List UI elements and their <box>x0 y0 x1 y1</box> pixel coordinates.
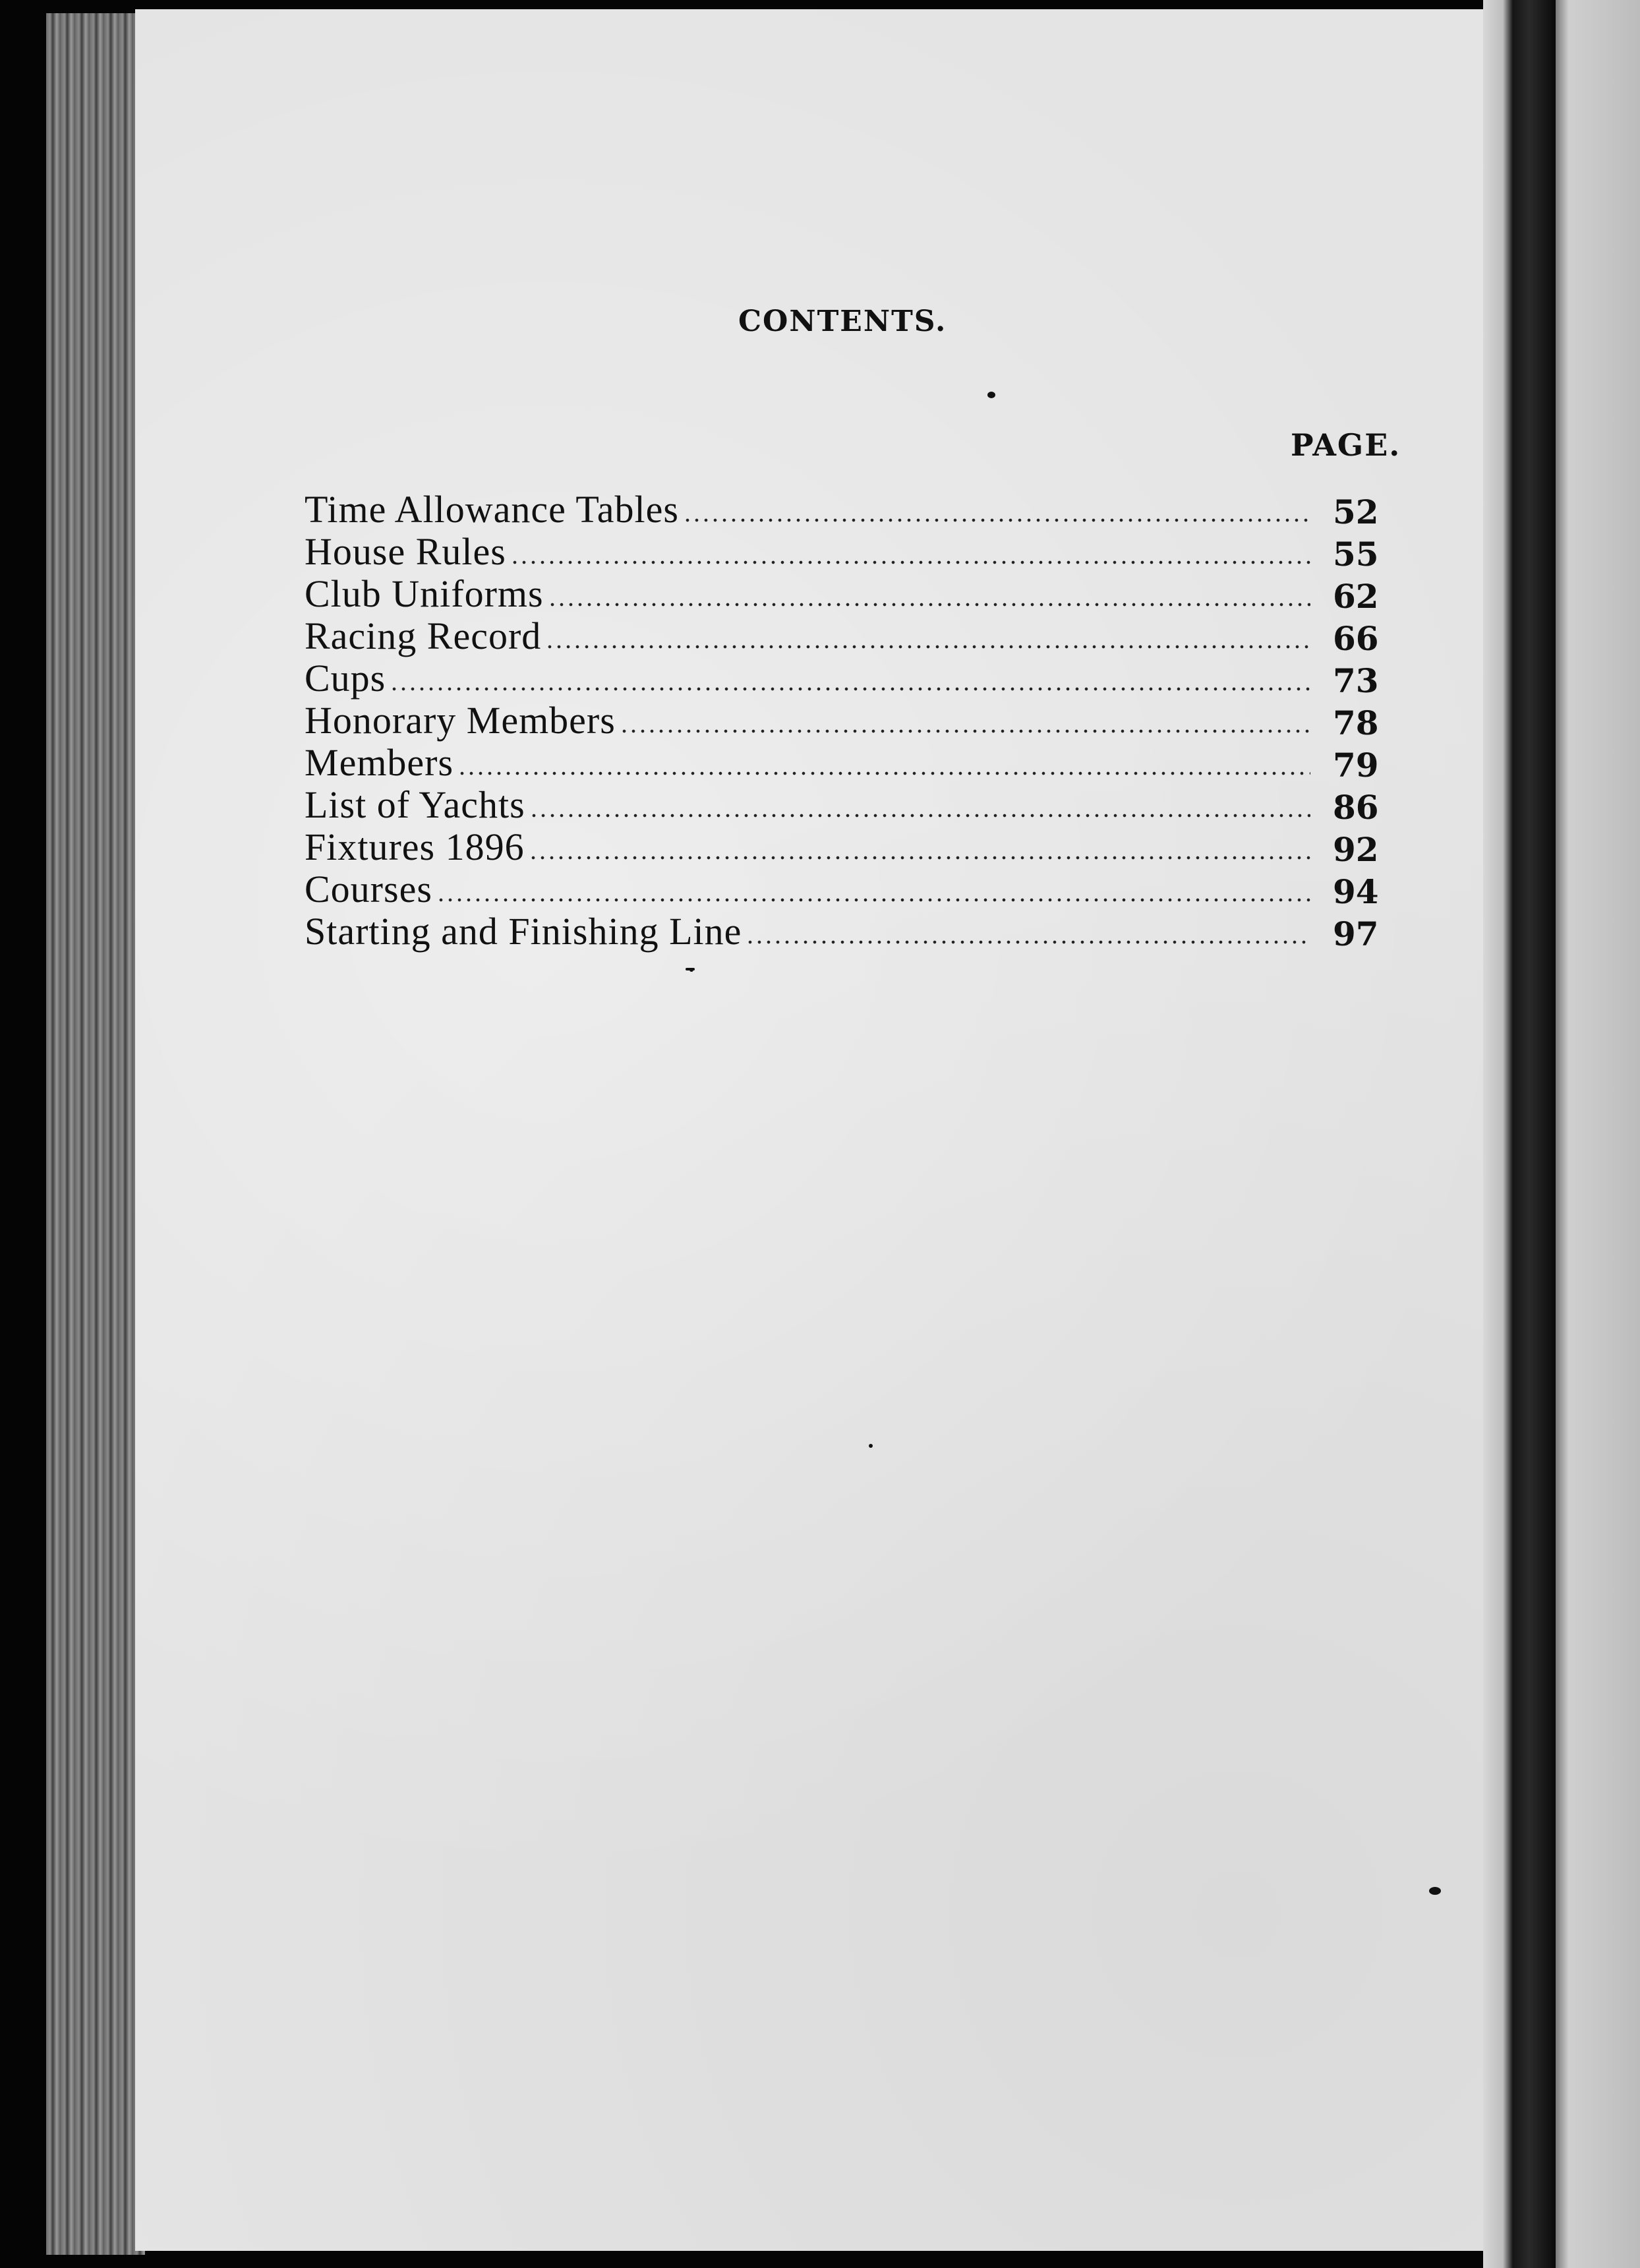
dot-leader <box>529 814 1310 818</box>
toc-entry <box>305 740 1405 785</box>
book-binding-edge <box>1483 0 1556 2268</box>
dot-leader <box>545 645 1310 649</box>
toc-entry <box>305 571 1405 616</box>
dot-leader <box>436 898 1310 902</box>
contents-heading: CONTENTS. <box>738 305 947 338</box>
toc-entry-page: 62 <box>1333 577 1379 616</box>
page-column-label: PAGE. <box>1291 427 1401 463</box>
toc-entry-page: 94 <box>1333 872 1379 911</box>
dot-leader <box>390 687 1310 691</box>
dot-leader <box>457 771 1310 775</box>
toc-entry <box>305 655 1405 698</box>
toc-entry-title: Racing Record <box>305 614 542 657</box>
scan-speck <box>686 968 695 970</box>
toc-entry-title: Starting and Finishing Line <box>305 910 742 953</box>
toc-entry <box>305 782 1405 827</box>
dot-leader <box>683 518 1310 522</box>
scan-speck <box>869 1444 873 1448</box>
toc-entry-title: Cups <box>305 657 386 700</box>
toc-entry-page: 92 <box>1333 830 1379 869</box>
toc-entry-title: Time Allowance Tables <box>305 488 679 531</box>
dot-leader <box>620 729 1310 733</box>
toc-entry <box>305 866 1405 909</box>
toc-entry <box>305 824 1405 869</box>
book-page-edges <box>46 13 145 2255</box>
toc-entry <box>305 613 1405 658</box>
dot-leader <box>529 856 1310 860</box>
toc-entry-title: Courses <box>305 868 432 910</box>
toc-entry-title: List of Yachts <box>305 783 525 826</box>
table-of-contents <box>305 487 1405 951</box>
toc-entry-title: Honorary Members <box>305 699 616 742</box>
paper-page <box>135 9 1513 2251</box>
toc-entry-page: 97 <box>1333 914 1379 953</box>
toc-entry-page: 73 <box>1333 661 1379 700</box>
dot-leader <box>548 603 1310 607</box>
toc-entry <box>305 909 1405 951</box>
facing-page-edge <box>1556 0 1640 2268</box>
toc-entry-page: 66 <box>1333 619 1379 658</box>
toc-entry-title: Members <box>305 741 454 784</box>
toc-entry <box>305 698 1405 740</box>
toc-entry-page: 55 <box>1333 535 1379 574</box>
scan-speck <box>987 392 995 398</box>
dot-leader <box>746 940 1310 944</box>
dot-leader <box>510 560 1310 564</box>
toc-entry <box>305 529 1405 574</box>
toc-entry-page: 52 <box>1333 492 1379 531</box>
toc-entry-page: 79 <box>1333 746 1379 785</box>
toc-entry-page: 86 <box>1333 788 1379 827</box>
toc-entry-page: 78 <box>1333 703 1379 742</box>
scan-speck <box>1429 1887 1441 1895</box>
toc-entry-title: House Rules <box>305 530 506 573</box>
toc-entry <box>305 487 1405 529</box>
toc-entry-title: Club Uniforms <box>305 572 544 615</box>
toc-entry-title: Fixtures 1896 <box>305 825 525 868</box>
